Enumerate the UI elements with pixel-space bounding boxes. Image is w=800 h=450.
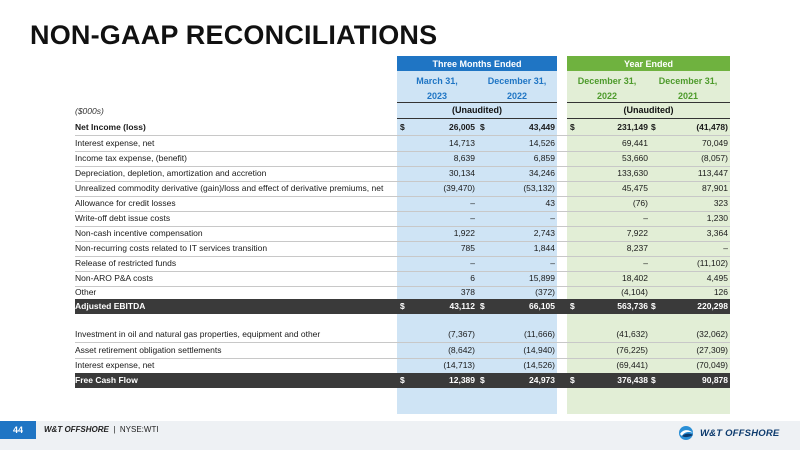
row-value-col4: – [723,243,728,253]
row-value-col4: (27,309) [696,345,728,355]
three-months-header: Three Months Ended [397,56,557,71]
table-row [75,241,730,257]
row-value-col2: 6,859 [533,153,555,163]
wt-swirl-logo-icon [677,425,697,441]
dollar-sign: $ [480,375,485,385]
footer-company: W&T OFFSHORE [44,425,109,434]
page-number: 44 [0,421,36,439]
col3-header-line2: 2022 [596,91,618,101]
dollar-sign: $ [651,375,656,385]
row-value-col4: 3,364 [706,228,728,238]
row-value-col2: 2,743 [533,228,555,238]
row-value-col1: – [470,213,475,223]
row-value-col1: 43,112 [449,301,475,311]
row-value-col2: 15,899 [529,273,555,283]
row-value-col3: (76) [632,198,648,208]
row-label: Income tax expense, (benefit) [75,153,187,163]
col2-header-line1: December 31, [487,76,547,86]
row-label: Asset retirement obligation settlements [75,345,222,355]
row-value-col1: 26,005 [449,122,475,132]
row-value-col3: 7,922 [626,228,648,238]
row-value-col2: 66,105 [529,301,555,311]
row-value-col4: 113,447 [697,168,728,178]
row-value-col3: – [643,258,648,268]
col1-header-line1: March 31, [416,76,458,86]
row-label: Net Income (loss) [75,122,146,132]
year-header-rule [567,102,730,103]
row-value-col2: 1,844 [533,243,555,253]
footer-ticker: NYSE:WTI [119,425,159,434]
row-value-col3: 563,736 [617,301,648,311]
row-value-col2: (11,666) [523,329,555,339]
row-value-col1: (8,642) [448,345,475,355]
row-value-col1: – [470,198,475,208]
row-value-col4: 126 [713,287,728,297]
row-value-col1: 12,389 [449,375,475,385]
row-value-col3: 231,149 [617,122,648,132]
row-value-col1: (7,367) [448,329,475,339]
three-months-unaudited-rule [397,118,557,119]
row-label: Non-ARO P&A costs [75,273,153,283]
footer-separator: | [111,425,118,434]
footer-text [44,425,159,434]
col3-header-line1: December 31, [577,76,637,86]
row-label: Investment in oil and natural gas properties, equipment and other [75,329,321,339]
row-label: Release of restricted funds [75,258,177,268]
row-value-col1: 785 [460,243,475,253]
row-value-col4: (41,478) [696,122,728,132]
row-value-col4: 87,901 [702,183,728,193]
row-value-col2: 43,449 [529,122,555,132]
table-row [75,166,730,182]
col4-header-line1: December 31, [658,76,718,86]
row-value-col3: 53,660 [622,153,648,163]
dollar-sign: $ [570,122,575,132]
row-label: Write-off debt issue costs [75,213,171,223]
row-value-col1: – [470,258,475,268]
row-value-col2: 24,973 [529,375,555,385]
row-label: Allowance for credit losses [75,198,176,208]
units-label: ($000s) [75,106,104,116]
row-label: Depreciation, depletion, amortization and accretion [75,168,267,178]
row-value-col3: 133,630 [617,168,648,178]
row-value-col2: (14,526) [523,360,555,370]
row-value-col4: 90,878 [702,375,728,385]
dollar-sign: $ [400,301,405,311]
dollar-sign: $ [570,301,575,311]
row-value-col1: 6 [470,273,475,283]
row-value-col3: 45,475 [622,183,648,193]
col4-header-line2: 2021 [677,91,699,101]
row-value-col2: 34,246 [529,168,555,178]
row-label: Free Cash Flow [75,375,138,385]
dollar-sign: $ [400,375,405,385]
table-row [75,256,730,272]
page-title: NON-GAAP RECONCILIATIONS [30,20,438,50]
row-label: Interest expense, net [75,360,155,370]
table-row [75,358,730,374]
row-value-col1: 378 [460,287,475,297]
row-value-col1: (39,470) [443,183,475,193]
dollar-sign: $ [651,301,656,311]
row-value-col3: (76,225) [616,345,648,355]
three-months-unaudited: (Unaudited) [452,105,502,115]
row-value-col2: (14,940) [523,345,555,355]
row-value-col1: 1,922 [453,228,475,238]
row-value-col3: (4,104) [621,287,648,297]
row-label: Non-recurring costs related to IT services transition [75,243,268,253]
three-months-header-rule [397,102,557,103]
row-value-col3: (41,632) [616,329,648,339]
dollar-sign: $ [480,301,485,311]
row-value-col1: 30,134 [449,168,475,178]
table-row [75,299,730,314]
row-value-col3: 18,402 [622,273,648,283]
row-value-col4: 70,049 [702,138,728,148]
row-value-col3: 376,438 [617,375,648,385]
year-ended-header: Year Ended [567,56,730,71]
col2-header-line2: 2022 [506,91,528,101]
row-value-col1: 14,713 [449,138,475,148]
company-logo [677,425,779,441]
row-label: Non-cash incentive compensation [75,228,203,238]
row-label: Unrealized commodity derivative (gain)/loss and effect of derivative premiums, net [75,183,384,193]
row-value-col1: (14,713) [443,360,475,370]
table-row [75,211,730,227]
row-value-col3: 8,237 [626,243,648,253]
logo-text: W&T OFFSHORE [700,427,780,439]
table-row [75,151,730,167]
table-row [75,343,730,359]
col1-header-line2: 2023 [426,91,448,101]
table-row [75,327,730,343]
dollar-sign: $ [651,122,656,132]
year-unaudited-rule [567,118,730,119]
year-unaudited: (Unaudited) [623,105,674,115]
row-value-col3: (69,441) [616,360,648,370]
row-value-col4: 323 [713,198,728,208]
row-value-col4: 220,298 [697,301,728,311]
row-value-col2: – [550,258,555,268]
row-value-col3: 69,441 [622,138,648,148]
row-value-col2: 14,526 [529,138,555,148]
table-row [75,120,730,136]
row-value-col4: (11,102) [696,258,728,268]
row-value-col1: 8,639 [453,153,475,163]
row-value-col2: – [550,213,555,223]
row-value-col4: 4,495 [706,273,728,283]
table-row [75,196,730,212]
dollar-sign: $ [400,122,405,132]
row-value-col3: – [643,213,648,223]
row-value-col2: (372) [535,287,555,297]
table-row [75,373,730,388]
row-value-col4: (70,049) [696,360,728,370]
dollar-sign: $ [570,375,575,385]
dollar-sign: $ [480,122,485,132]
row-value-col4: (8,057) [701,153,728,163]
table-row [75,136,730,152]
row-value-col4: (32,062) [696,329,728,339]
table-row [75,181,730,197]
row-label: Interest expense, net [75,138,155,148]
row-value-col4: 1,230 [706,213,728,223]
row-value-col2: (53,132) [523,183,555,193]
row-value-col2: 43 [545,198,555,208]
table-row [75,226,730,242]
row-label: Other [75,287,97,297]
row-label: Adjusted EBITDA [75,301,146,311]
